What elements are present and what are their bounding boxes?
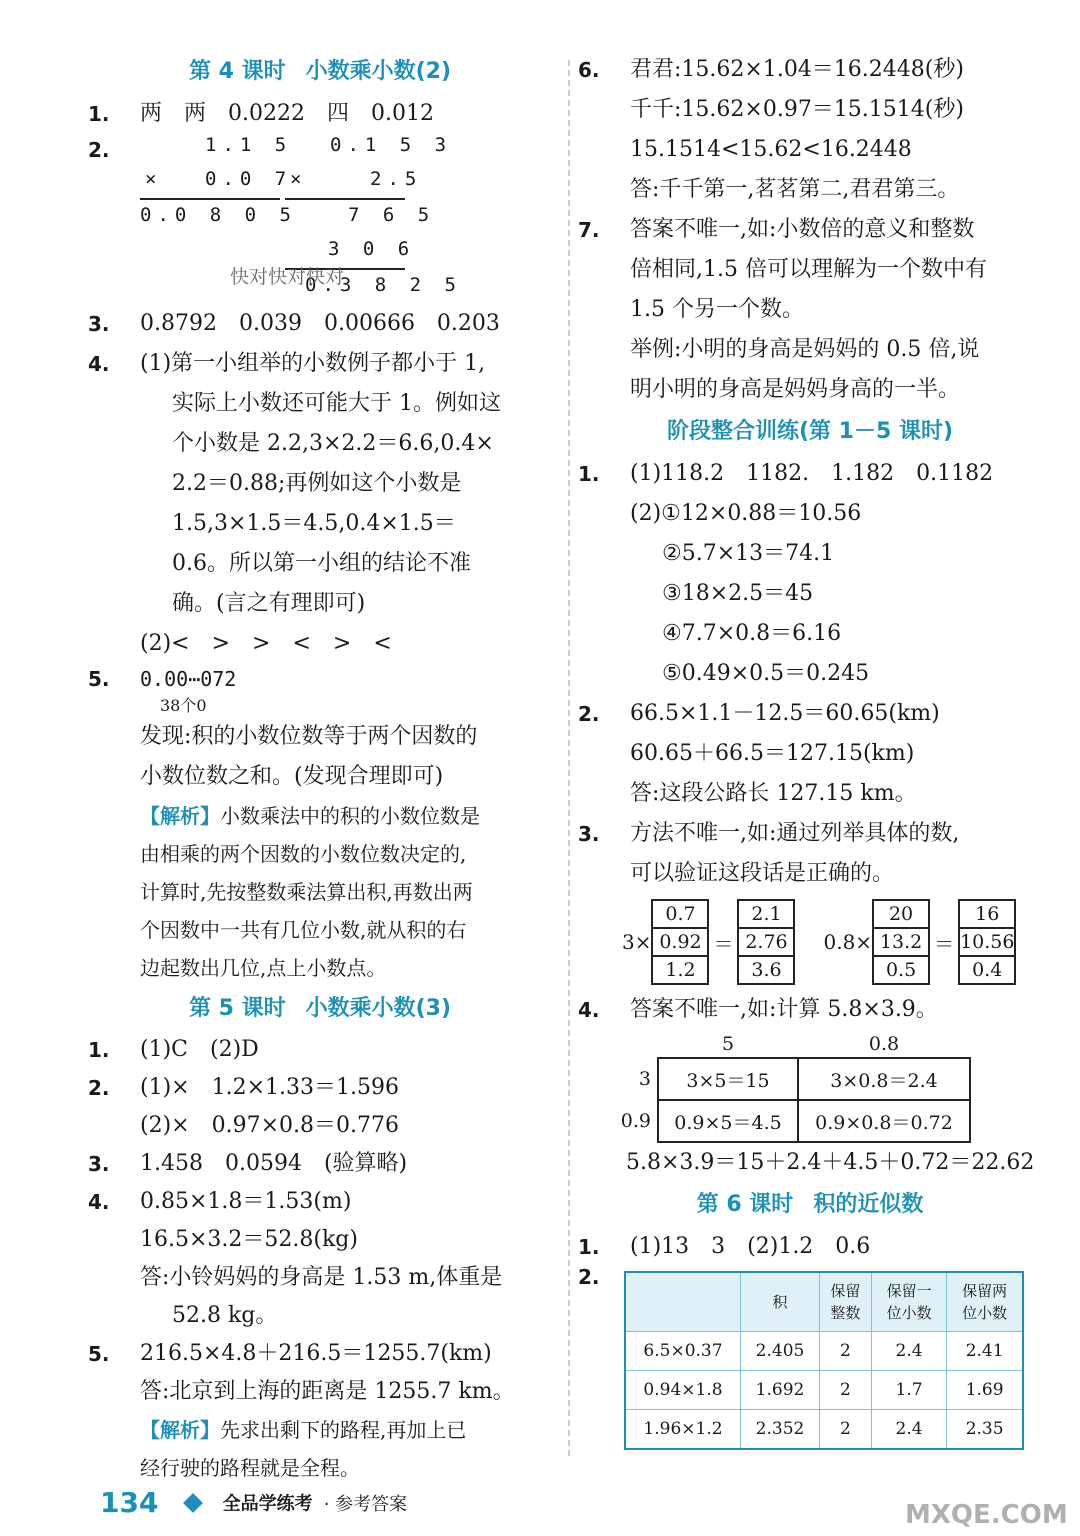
lesson5-answer-5-analysis-line: 经行驶的路程就是全程。 <box>140 1456 360 1480</box>
answer-5-line: 小数位数之和。(发现合理即可) <box>140 764 444 789</box>
answer-5-analysis-line: 计算时,先按整数乘法算出积,再数出两 <box>140 880 473 904</box>
answer-4: 4. (1)第一小组举的小数例子都小于 1, <box>88 351 486 376</box>
section-title-lesson6: 第 6 课时 积的近似数 <box>696 1192 924 1217</box>
frame-column: 16 10.56 0.4 <box>958 899 1016 985</box>
right-column <box>578 50 1035 1450</box>
lesson5-answer-5: 5. 216.5×4.8＋216.5＝1255.7(km) <box>88 1341 492 1366</box>
lesson5-answer-5-line: 答:北京到上海的距离是 1255.7 km。 <box>140 1379 515 1404</box>
lesson5-answer-2-line: (2)× 0.97×0.8＝0.776 <box>140 1113 399 1138</box>
lesson5-answer-4-line: 16.5×3.2＝52.8(kg) <box>140 1227 358 1252</box>
answer-4-line: 1.5,3×1.5＝4.5,0.4×1.5＝ <box>172 511 456 536</box>
answer-6-line: 千千:15.62×0.97＝15.1514(秒) <box>630 97 964 122</box>
answer-6-line: 15.1514<15.62<16.2448 <box>630 137 912 162</box>
answer-4-line: 0.6。所以第一小组的结论不准 <box>172 551 471 576</box>
section-title-lesson5: 第 5 课时 小数乘小数(3) <box>188 996 452 1021</box>
stage-answer-4-result: 5.8×3.9＝15＋2.4＋4.5＋0.72＝22.62 <box>626 1150 1035 1175</box>
lesson6-answer-2: 2. <box>578 1265 600 1289</box>
stage-answer-1: 1. (1)118.2 1182. 1.182 0.1182 <box>578 461 994 486</box>
answer-5-expression: 5. 0.00⋯072 <box>88 667 237 691</box>
frame-column: 2.1 2.76 3.6 <box>737 899 795 985</box>
stage-answer-2-line: 答:这段公路长 127.15 km。 <box>630 781 917 806</box>
frame-column: 0.7 0.92 1.2 <box>651 899 709 985</box>
section-title-stage-training: 阶段整合训练(第 1－5 课时) <box>666 419 954 444</box>
lesson5-answer-4: 4. 0.85×1.8＝1.53(m) <box>88 1189 352 1214</box>
lesson5-answer-1: 1. (1)C (2)D <box>88 1037 259 1062</box>
answer-5-brace: 38个0 <box>160 696 207 715</box>
answer-7-line: 1.5 个另一个数。 <box>630 297 804 322</box>
left-column <box>88 50 540 1487</box>
stage-answer-3-frames: 3× 0.7 0.92 1.2 ＝ 2.1 2.76 3.6 0.8× 20 13.2 0.5 ＝ 16 10.56 0.4 <box>590 894 1030 990</box>
area-model-table: 5 0.8 3 3×5＝15 3×0.8＝2.4 0.9 0.9×5＝4.5 0.9×0.8＝0.72 <box>616 1030 971 1143</box>
answer-5-analysis-line: 边起数出几位,点上小数点。 <box>140 956 387 980</box>
stage-answer-3: 3. 方法不唯一,如:通过列举具体的数, <box>578 821 960 846</box>
frame-column: 20 13.2 0.5 <box>872 899 930 985</box>
page-footer: 134 全品学练考 · 参考答案 <box>100 1486 408 1519</box>
answer-1: 1. 两 两 0.0222 四 0.012 <box>88 101 434 126</box>
stage-answer-1-line: ③18×2.5＝45 <box>662 581 814 606</box>
answer-7-line: 倍相同,1.5 倍可以理解为一个数中有 <box>630 257 987 282</box>
answer-6: 6. 君君:15.62×1.04＝16.2448(秒) <box>578 57 964 82</box>
diamond-icon <box>183 1493 203 1513</box>
lesson5-answer-5-analysis: 【解析】先求出剩下的路程,再加上已 <box>140 1418 467 1442</box>
answer-4-line: 实际上小数还可能大于 1。例如这 <box>172 391 501 416</box>
lesson5-answer-4-line: 52.8 kg。 <box>172 1303 278 1328</box>
lesson5-answer-3: 3. 1.458 0.0594 (验算略) <box>88 1151 408 1176</box>
watermark-logo: MXQE.COM <box>905 1500 1068 1530</box>
section-title-lesson4: 第 4 课时 小数乘小数(2) <box>188 59 452 84</box>
stage-answer-4: 4. 答案不唯一,如:计算 5.8×3.9。 <box>578 997 938 1022</box>
answer-5-analysis-line: 个因数中一共有几位小数,就从积的右 <box>140 918 467 942</box>
stage-answer-1-line: (2)①12×0.88＝10.56 <box>630 501 862 526</box>
lesson6-answer-1: 1. (1)13 3 (2)1.2 0.6 <box>578 1234 871 1259</box>
column-divider <box>568 60 570 1460</box>
stage-answer-2-line: 60.65＋66.5＝127.15(km) <box>630 741 915 766</box>
answer-5-analysis-line: 由相乘的两个因数的小数位数决定的, <box>140 842 467 866</box>
stage-answer-1-line: ②5.7×13＝74.1 <box>662 541 835 566</box>
book-name: 全品学练考 <box>222 1493 313 1515</box>
approximation-table: 积 保留 整数 保留一 位小数 保留两 位小数 6.5×0.37 2.405 2 2.4 2.41 0.94×1.8 1.692 2 1.7 1.69 1.96×1.2 2.352 2 2.4 2.35 <box>624 1271 1024 1450</box>
answer-7-line: 举例:小明的身高是妈妈的 0.5 倍,说 <box>630 337 980 362</box>
answer-7-line: 明小明的身高是妈妈身高的一半。 <box>630 377 961 402</box>
stage-answer-1-line: ④7.7×0.8＝6.16 <box>662 621 842 646</box>
answer-4-line: 2.2＝0.88;再例如这个小数是 <box>172 471 462 496</box>
answer-4-line: 个小数是 2.2,3×2.2＝6.6,0.4× <box>172 431 494 456</box>
answer-5-analysis: 【解析】小数乘法中的积的小数位数是 <box>140 804 480 828</box>
answer-6-line: 答:千千第一,茗茗第二,君君第三。 <box>630 177 960 202</box>
stage-answer-2: 2. 66.5×1.1－12.5＝60.65(km) <box>578 701 940 726</box>
answer-4-part2: (2)< > > < > < <box>140 631 392 656</box>
answer-3: 3. 0.8792 0.039 0.00666 0.203 <box>88 311 500 336</box>
answer-7: 7. 答案不唯一,如:小数倍的意义和整数 <box>578 217 975 242</box>
answer-4-line: 确。(言之有理即可) <box>172 591 366 616</box>
kuaidui-stamp: 快对快对快对 <box>230 266 345 288</box>
stage-answer-3-line: 可以验证这段话是正确的。 <box>630 861 895 886</box>
page-number: 134 <box>100 1486 159 1519</box>
answer-5-line: 发现:积的小数位数等于两个因数的 <box>140 724 478 749</box>
lesson5-answer-4-line: 答:小铃妈妈的身高是 1.53 m,体重是 <box>140 1265 503 1290</box>
stage-answer-1-line: ⑤0.49×0.5＝0.245 <box>662 661 870 686</box>
answer-2-vertical-calc: 2. 1.1 5 × 0.0 7 0.0 8 0 5 0.1 5 3 × 2.5 7 6 5 3 0 6 0.3 8 2 5 快对快对快对 <box>88 134 462 296</box>
lesson5-answer-2: 2. (1)× 1.2×1.33＝1.596 <box>88 1075 399 1100</box>
